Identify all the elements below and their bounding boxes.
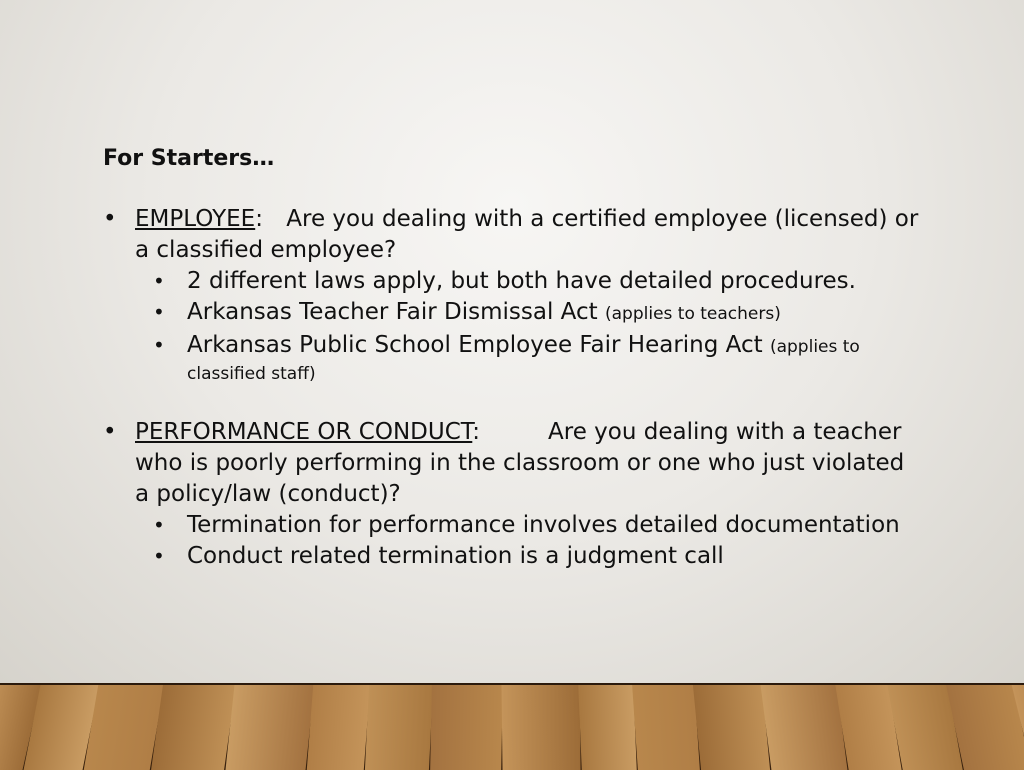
employee-question: Are you dealing with a certified employee (licensed) or a classified employee? [135,206,919,263]
sub-bullet-marker: • [153,300,165,324]
sub-bullet-marker: • [153,544,165,568]
sub-bullet-tfda [153,297,923,330]
sub-bullet-marker: • [153,333,165,357]
performance-question-rest: teacher who is poorly performing in the classroom or one who just violated a policy/law (conduct)? [135,419,905,507]
bullet-performance [103,417,923,510]
sub-bullet-text: Arkansas Teacher Fair Dismissal Act [187,299,598,325]
performance-colon: : [472,419,481,445]
sub-bullet-text: Arkansas Public School Employee Fair Hearing Act [187,332,763,358]
bullet-marker: • [103,206,117,232]
sub-bullet-text: Termination for performance involves detailed documentation [187,512,900,538]
floor-plank [632,685,702,770]
sub-bullet-text: Conduct related termination is a judgment call [187,543,724,569]
wood-floor-decoration [0,683,1024,770]
floor-plank [430,685,505,770]
spacer [103,385,923,417]
floor-plank [578,685,639,770]
floor-plank [225,685,316,770]
employee-colon: : [255,206,263,232]
floor-plank [365,685,435,770]
floor-plank [501,685,582,770]
slide-heading: For Starters… [103,146,275,171]
sub-bullet-fha [153,330,923,385]
employee-term: EMPLOYEE [135,206,256,232]
sub-bullet-note: (applies to teachers) [605,304,781,324]
sub-bullet-marker: • [153,513,165,537]
sub-bullet-text: 2 different laws apply, but both have detailed procedures. [187,268,856,294]
bullet-marker: • [103,419,117,445]
floor-plank [307,685,372,770]
sub-bullet-performance-termination [153,510,923,541]
floor-plank [151,685,238,770]
performance-term: PERFORMANCE OR CONDUCT [135,419,473,445]
performance-question-start: Are you dealing with a [548,419,807,445]
slide-content [103,140,923,572]
floor-plank [761,685,850,770]
sub-bullet-marker: • [153,269,165,293]
sub-bullet-note: (applies to [769,337,860,357]
sub-bullet-laws [153,266,923,297]
bullet-employee [103,204,923,266]
sub-bullet-conduct-termination [153,541,923,572]
sub-bullet-note-continued: classified staff) [187,364,316,384]
floor-plank [693,685,772,770]
